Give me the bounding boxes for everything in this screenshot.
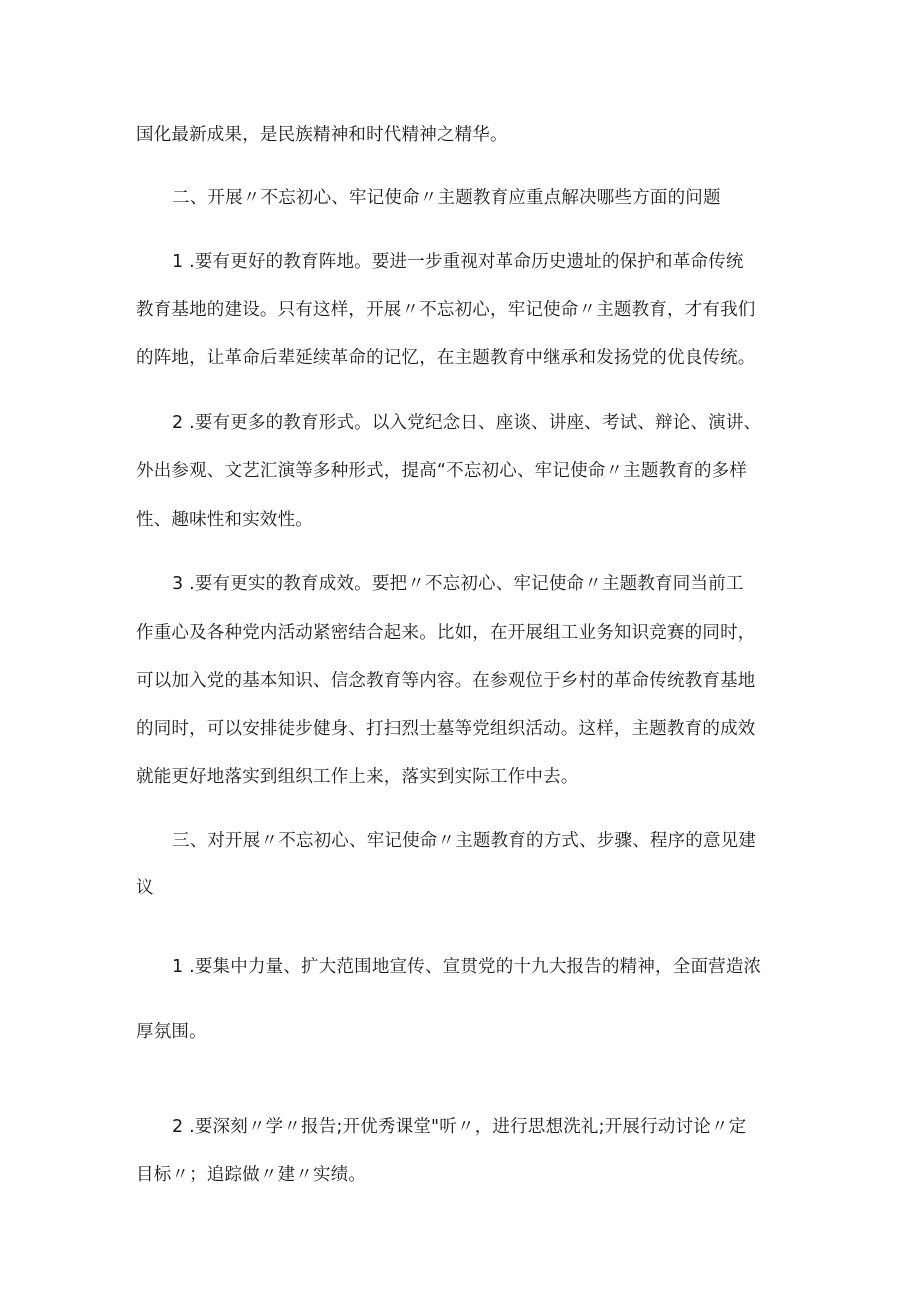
paragraph-line: 3 .要有更实的教育成效。要把〃不忘初心、牢记使命〃主题教育同当前工 bbox=[172, 574, 744, 594]
paragraph-line: 的阵地，让革命后辈延续革命的记忆，在主题教育中继承和发扬党的优良传统。 bbox=[136, 348, 756, 368]
paragraph-line: 教育基地的建设。只有这样，开展〃不忘初心，牢记使命〃主题教育，才有我们 bbox=[136, 300, 756, 320]
paragraph-line: 厚氛围。 bbox=[136, 1022, 207, 1042]
paragraph-line: 目标〃；追踪做〃建〃实绩。 bbox=[136, 1165, 367, 1185]
paragraph-line: 就能更好地落实到组织工作上来，落实到实际工作中去。 bbox=[136, 767, 579, 787]
paragraph-line: 性、趣味性和实效性。 bbox=[136, 510, 313, 530]
section-heading-three-continued: 议 bbox=[136, 878, 154, 898]
paragraph-line: 2 .要深刻〃学〃报告;开优秀课堂"听〃，进行思想洗礼;开展行动讨论〃定 bbox=[172, 1117, 747, 1137]
paragraph-line: 外出参观、文艺汇演等多种形式，提高“不忘初心、牢记使命〃主题教育的多样 bbox=[136, 461, 748, 481]
paragraph-line: 国化最新成果，是民族精神和时代精神之精华。 bbox=[136, 125, 508, 145]
paragraph-line: 的同时，可以安排徒步健身、打扫烈士墓等党组织活动。这样，主题教育的成效 bbox=[136, 719, 756, 739]
paragraph-line: 作重心及各种党内活动紧密结合起来。比如，在开展组工业务知识竞赛的同时， bbox=[136, 623, 756, 643]
section-heading-two: 二、开展〃不忘初心、牢记使命〃主题教育应重点解决哪些方面的问题 bbox=[172, 188, 721, 208]
paragraph-line: 2 .要有更多的教育形式。以入党纪念日、座谈、讲座、考试、辩论、演讲、 bbox=[172, 413, 762, 433]
section-heading-three: 三、对开展〃不忘初心、牢记使命〃主题教育的方式、步骤、程序的意见建 bbox=[172, 831, 757, 851]
paragraph-line: 1 .要集中力量、扩大范围地宣传、宣贯党的十九大报告的精神，全面营造浓 bbox=[172, 957, 762, 977]
paragraph-line: 可以加入党的基本知识、信念教育等内容。在参观位于乡村的革命传统教育基地 bbox=[136, 671, 756, 691]
paragraph-line: 1 .要有更好的教育阵地。要进一步重视对革命历史遗址的保护和革命传统 bbox=[172, 252, 744, 272]
